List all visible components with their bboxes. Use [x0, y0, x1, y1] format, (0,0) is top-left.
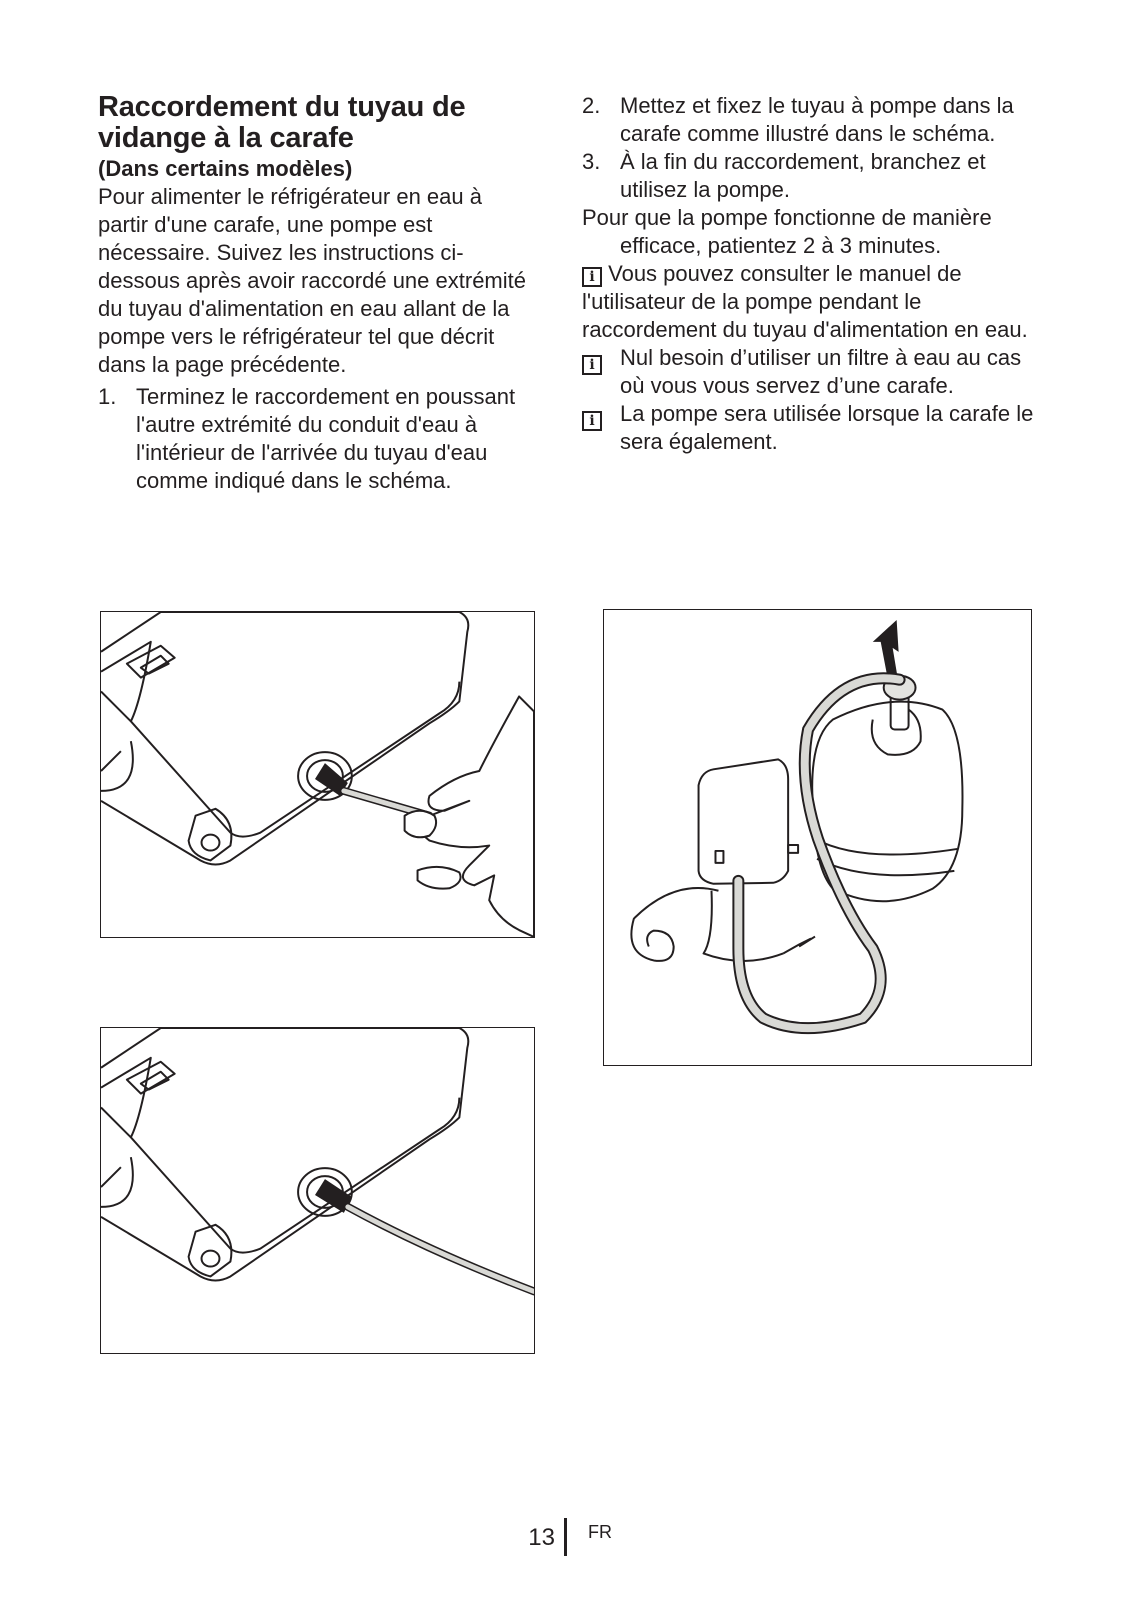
intro-paragraph: Pour alimenter le réfrigérateur en eau à partir d'une carafe, une pompe est nécessaire. Suivez les instructions ci-dessous après avoir raccordé une extrémité du tuyau d'alimentation en eau allant de la pompe vers le réfrigérateur tel que décrit dans la page précédente. [98, 184, 526, 377]
footer-divider [564, 1518, 567, 1556]
note-text: La pompe sera utilisée lorsque la carafe le sera également. [620, 401, 1034, 454]
right-column [582, 92, 1042, 456]
step-number: 1. [98, 384, 117, 409]
note-text: Nul besoin d’utiliser un filtre à eau au cas où vous vous servez d’une carafe. [620, 345, 1022, 398]
info-icon: i [582, 411, 602, 431]
step-text: Terminez le raccordement en poussant l'autre extrémité du conduit d'eau à l'intérieur de l'arrivée du tuyau d'eau comme indiqué dans le schéma. [136, 384, 516, 493]
note-manual [582, 260, 1042, 344]
left-column [98, 92, 538, 495]
step-number: 3. [582, 149, 601, 174]
step-text: Mettez et fixez le tuyau à pompe dans la carafe comme illustré dans le schéma. [620, 93, 1014, 146]
info-icon: i [582, 267, 602, 287]
illustration-tube-connected [100, 1027, 535, 1354]
note-filter [582, 344, 1042, 400]
step-2 [582, 92, 1042, 148]
note-text: Vous pouvez consulter le manuel de l'utilisateur de la pompe pendant le raccordement du tuyau d'alimentation en eau. [582, 261, 1028, 342]
info-icon: i [582, 355, 602, 375]
step-text: À la fin du raccordement, branchez et utilisez la pompe. [620, 149, 986, 202]
steps-list-left [98, 383, 538, 495]
wait-paragraph: Pour que la pompe fonctionne de manière efficace, patientez 2 à 3 minutes. [582, 205, 992, 258]
illustration-hand-inserting-tube [100, 611, 535, 938]
step-3 [582, 148, 1042, 204]
page-title: Raccordement du tuyau de vidange à la carafe [98, 91, 466, 154]
steps-list-right [582, 92, 1042, 204]
language-code: FR [588, 1522, 612, 1542]
step-1 [98, 383, 538, 495]
page-number: 13 [528, 1524, 555, 1551]
page-footer [500, 1518, 640, 1558]
note-pump-use [582, 400, 1042, 456]
step-number: 2. [582, 93, 601, 118]
illustration-pump-and-carafe [603, 609, 1032, 1066]
subtitle: (Dans certains modèles) [98, 156, 353, 181]
